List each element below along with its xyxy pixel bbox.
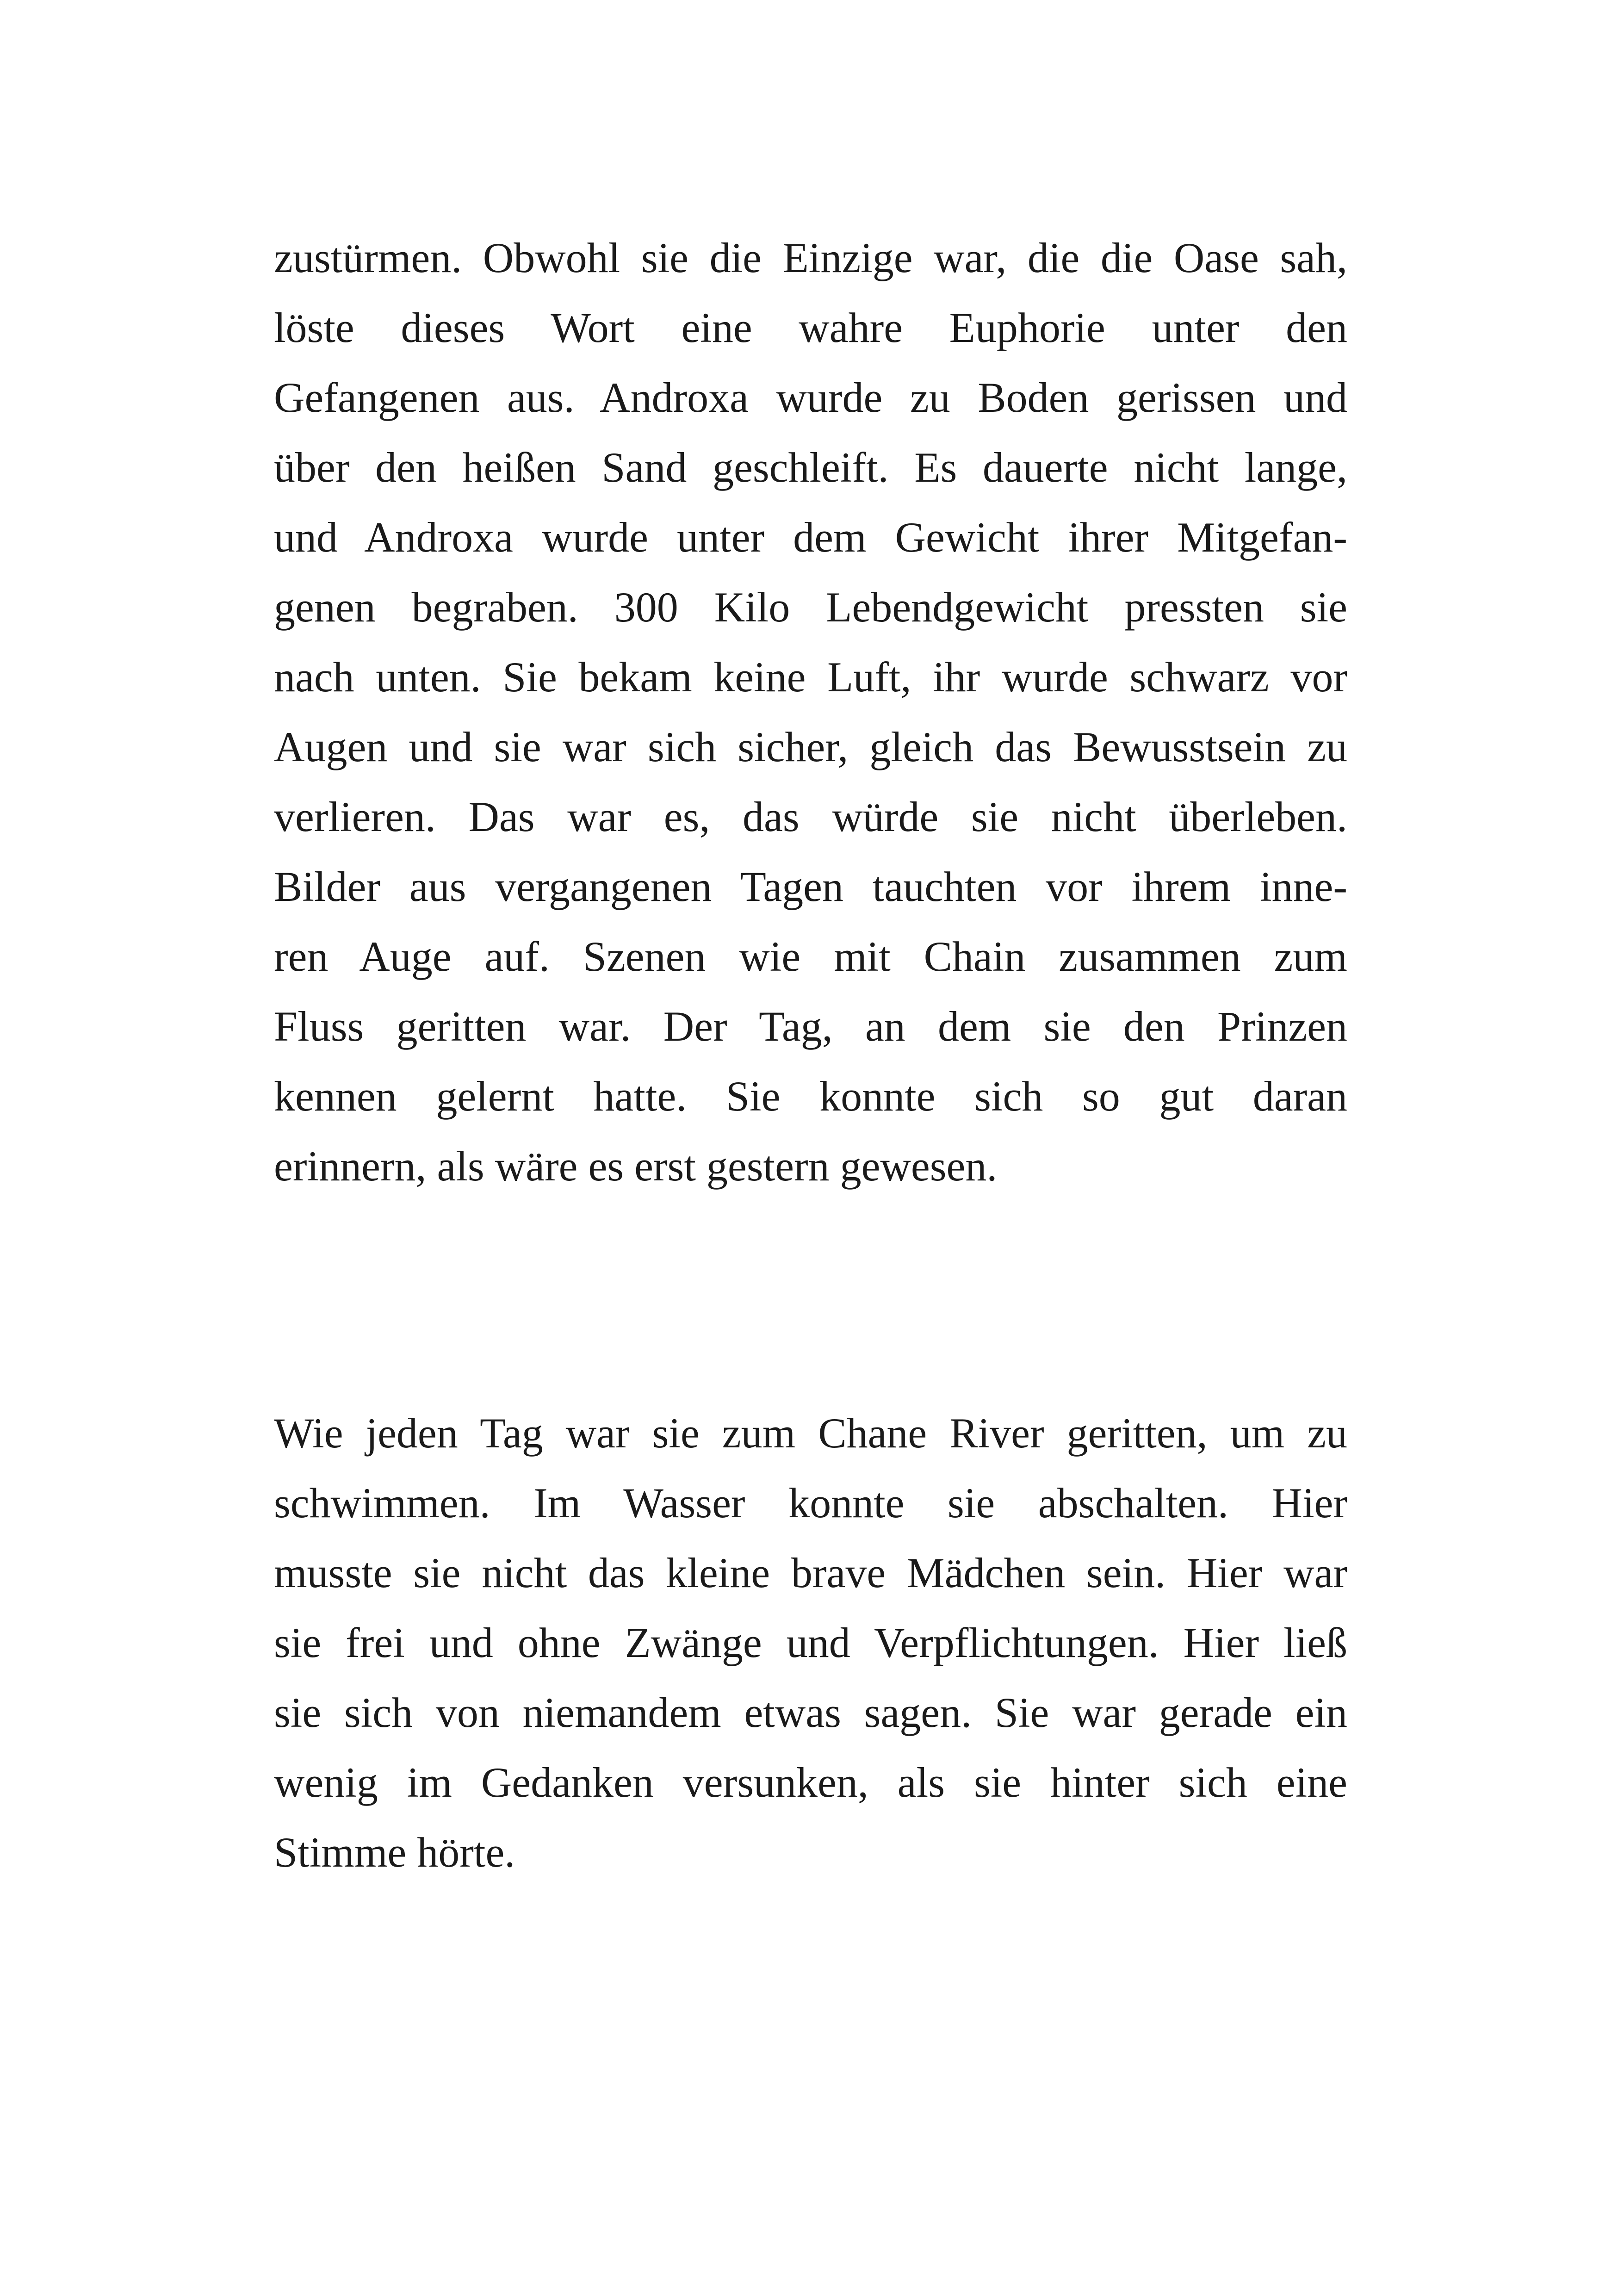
- text-line: Wie jeden Tag war sie zum Chane River geritten, um zu: [274, 1409, 1347, 1457]
- text-line: nach unten. Sie bekam keine Luft, ihr wurde schwarz vor: [274, 653, 1347, 701]
- body-paragraph-2: [274, 1398, 1347, 1887]
- text-line: schwimmen. Im Wasser konnte sie abschalten. Hier: [274, 1479, 1347, 1527]
- text-line: Bilder aus vergangenen Tagen tauchten vor ihrem inne-: [274, 863, 1347, 910]
- text-line: genen begraben. 300 Kilo Lebendgewicht pressten sie: [274, 583, 1347, 631]
- text-line: kennen gelernt hatte. Sie konnte sich so gut daran: [274, 1073, 1347, 1120]
- text-line: musste sie nicht das kleine brave Mädchen sein. Hier war: [274, 1549, 1347, 1596]
- text-line: verlieren. Das war es, das würde sie nicht überleben.: [274, 793, 1347, 840]
- body-paragraph-1: [274, 223, 1347, 1201]
- text-line: zustürmen. Obwohl sie die Einzige war, die die Oase sah,: [274, 234, 1347, 281]
- text-line: Fluss geritten war. Der Tag, an dem sie den Prinzen: [274, 1003, 1347, 1050]
- text-line: über den heißen Sand geschleift. Es dauerte nicht lange,: [274, 444, 1347, 491]
- text-line: Gefangenen aus. Androxa wurde zu Boden gerissen und: [274, 374, 1347, 421]
- text-line: erinnern, als wäre es erst gestern gewesen.: [274, 1142, 998, 1190]
- text-line: löste dieses Wort eine wahre Euphorie unter den: [274, 304, 1347, 351]
- text-line: wenig im Gedanken versunken, als sie hinter sich eine: [274, 1759, 1347, 1806]
- text-line: sie sich von niemandem etwas sagen. Sie war gerade ein: [274, 1689, 1347, 1736]
- text-line: Stimme hörte.: [274, 1829, 515, 1876]
- text-line: sie frei und ohne Zwänge und Verpflichtungen. Hier ließ: [274, 1619, 1347, 1666]
- text-line: Augen und sie war sich sicher, gleich das Bewusstsein zu: [274, 723, 1347, 770]
- text-line: ren Auge auf. Szenen wie mit Chain zusammen zum: [274, 933, 1347, 980]
- text-line: und Androxa wurde unter dem Gewicht ihrer Mitgefan-: [274, 514, 1347, 561]
